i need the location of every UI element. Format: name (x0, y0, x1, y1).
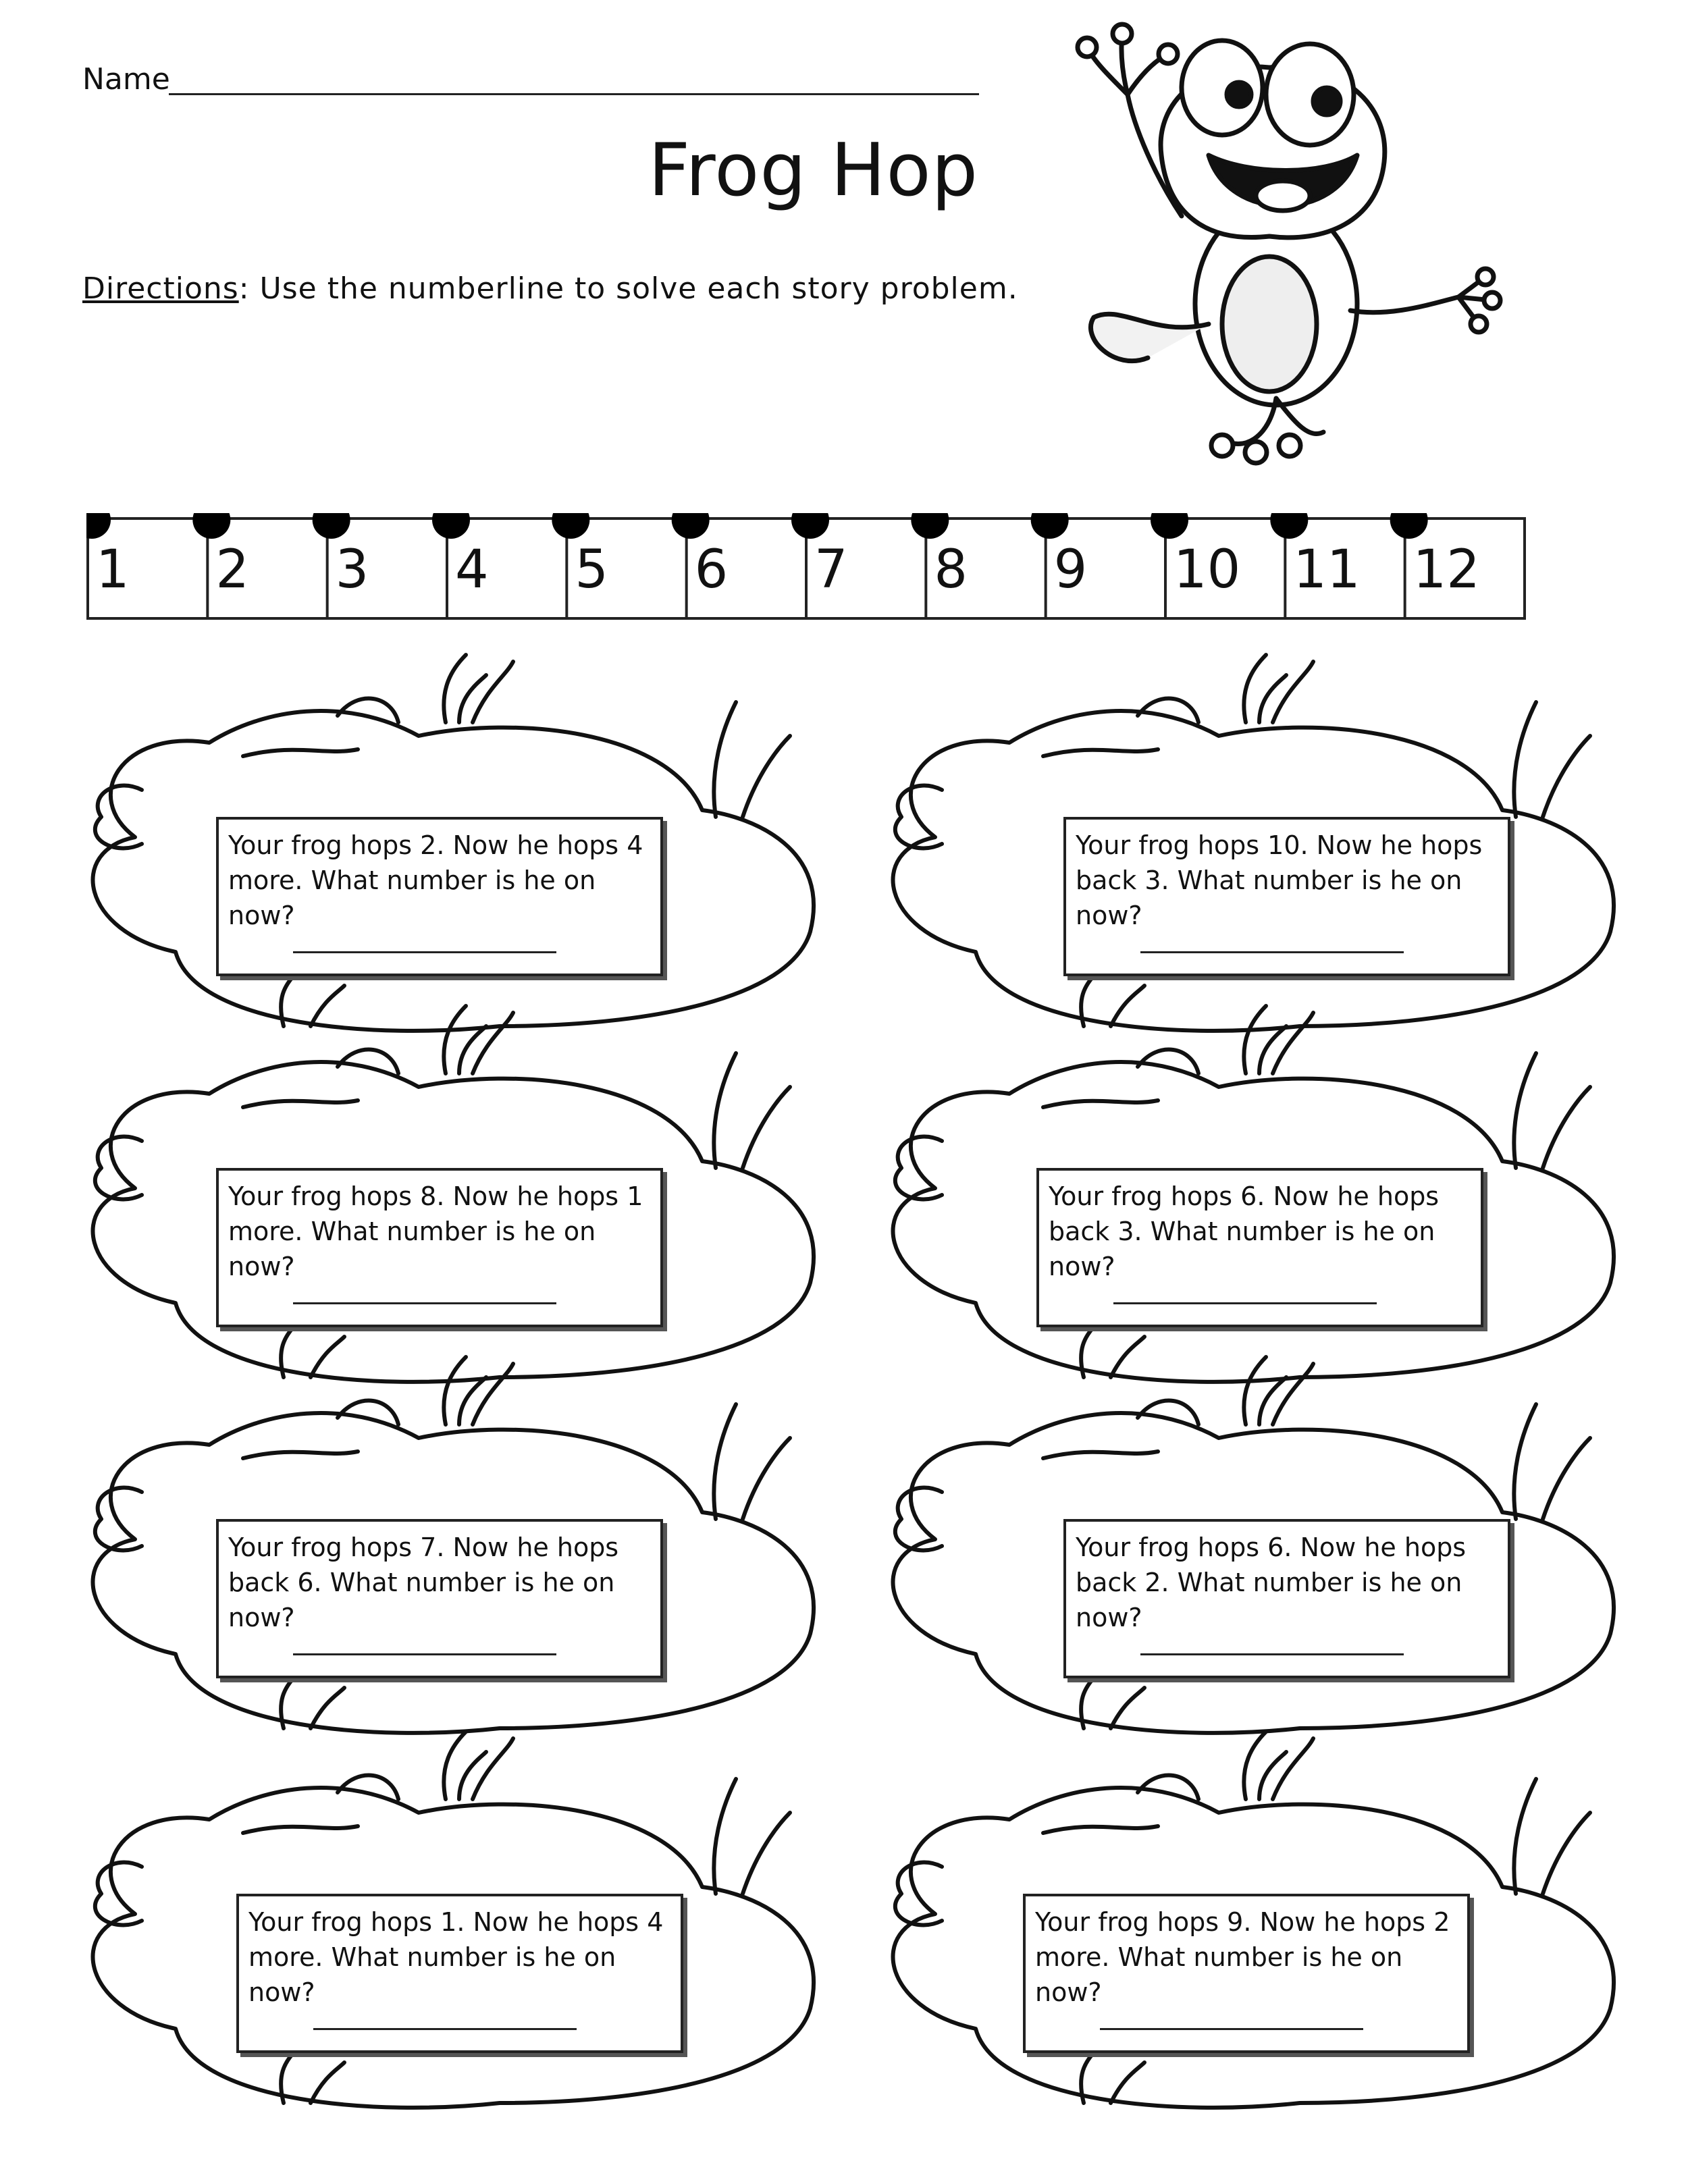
numberline-number: 10 (1173, 539, 1241, 600)
numberline-number: 9 (1053, 539, 1088, 600)
problem-box (1023, 1894, 1470, 2053)
pond-card (41, 1725, 844, 2143)
numberline (86, 513, 1526, 621)
answer-line[interactable] (293, 1302, 556, 1304)
problem-box (1063, 1519, 1510, 1678)
name-label: Name (82, 62, 170, 97)
numberline-number: 2 (215, 539, 249, 600)
numberline-number: 4 (455, 539, 489, 600)
problem-text: Your frog hops 2. Now he hops 4 more. What number is he on now? (228, 830, 643, 930)
answer-line[interactable] (1140, 951, 1404, 953)
numberline-number: 11 (1293, 539, 1361, 600)
problem-text: Your frog hops 10. Now he hops back 3. What number is he on now? (1076, 830, 1483, 930)
numberline-number: 8 (934, 539, 968, 600)
problem-text: Your frog hops 8. Now he hops 1 more. What number is he on now? (228, 1181, 643, 1281)
numberline-number: 3 (335, 539, 369, 600)
problem-box (216, 817, 663, 976)
problem-text: Your frog hops 1. Now he hops 4 more. What number is he on now? (248, 1907, 664, 2007)
directions-text: : Use the numberline to solve each story problem. (238, 271, 1018, 306)
directions-label: Directions (82, 271, 239, 306)
problem-text: Your frog hops 9. Now he hops 2 more. What number is he on now? (1035, 1907, 1450, 2007)
page-title: Frog Hop (648, 128, 979, 213)
problem-box (216, 1168, 663, 1327)
answer-line[interactable] (1113, 1302, 1377, 1304)
answer-line[interactable] (313, 2028, 577, 2030)
numberline-number: 6 (694, 539, 729, 600)
name-answer-line[interactable] (169, 93, 979, 95)
problem-box (1063, 817, 1510, 976)
answer-line[interactable] (1140, 1653, 1404, 1655)
numberline-number: 12 (1413, 539, 1480, 600)
problem-text: Your frog hops 7. Now he hops back 6. What number is he on now? (228, 1533, 619, 1632)
numberline-number: 1 (96, 539, 130, 600)
directions (82, 271, 1018, 306)
problem-box (236, 1894, 683, 2053)
problem-box (1036, 1168, 1483, 1327)
problem-text: Your frog hops 6. Now he hops back 2. What number is he on now? (1076, 1533, 1467, 1632)
answer-line[interactable] (293, 951, 556, 953)
pond-card (41, 1350, 844, 1769)
problem-box (216, 1519, 663, 1678)
problem-text: Your frog hops 6. Now he hops back 3. What number is he on now? (1049, 1181, 1440, 1281)
answer-line[interactable] (1100, 2028, 1363, 2030)
numberline-number: 7 (814, 539, 848, 600)
numberline-number: 5 (575, 539, 608, 600)
pond-card (841, 1350, 1644, 1769)
frog-illustration (1053, 20, 1512, 466)
answer-line[interactable] (293, 1653, 556, 1655)
pond-card (841, 1725, 1644, 2143)
